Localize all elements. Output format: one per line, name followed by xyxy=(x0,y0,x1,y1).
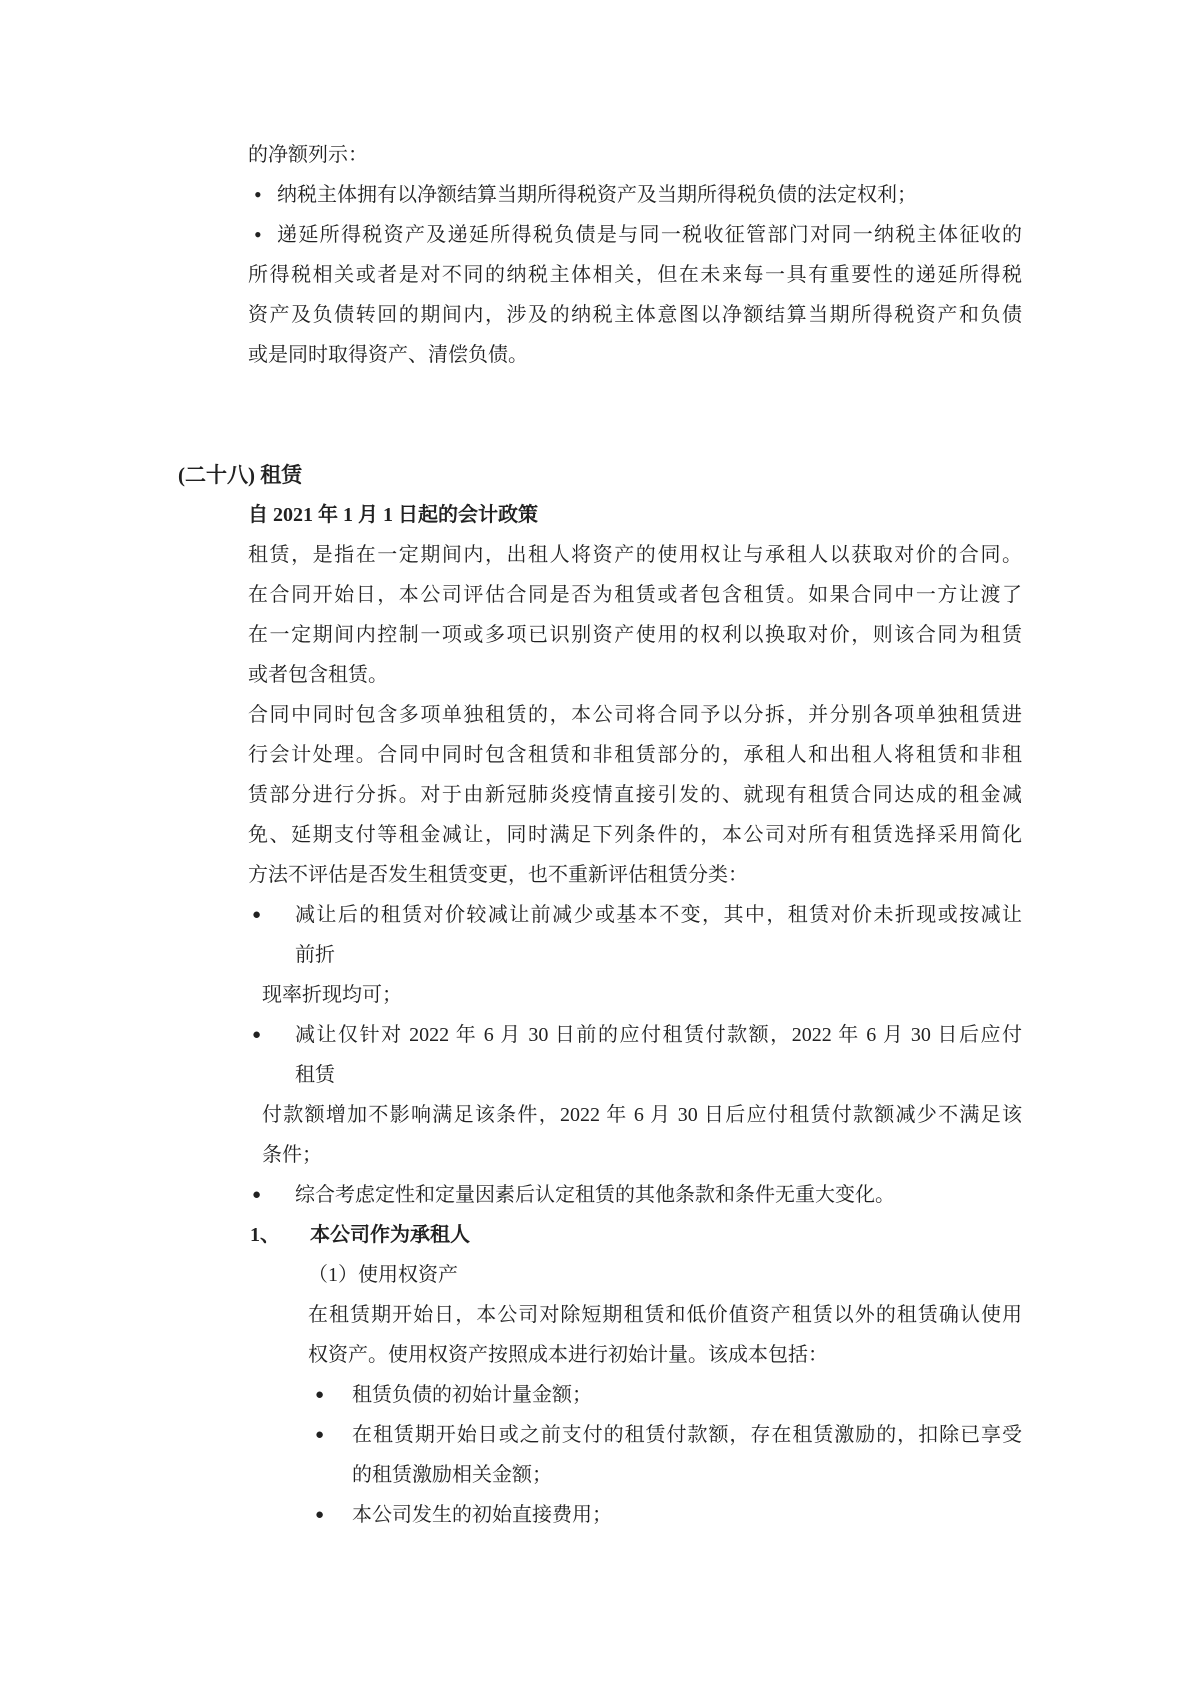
line-text: 行会计处理。合同中同时包含租赁和非租赁部分的，承租人和出租人将租赁和非租 xyxy=(248,744,1022,766)
document-line xyxy=(0,175,1200,215)
line-text: (二十八) 租赁 xyxy=(178,463,303,487)
document-line xyxy=(0,1415,1200,1455)
document-line xyxy=(0,255,1200,295)
document-line xyxy=(0,655,1200,695)
line-text: 现率折现均可； xyxy=(262,984,402,1006)
line-text: 赁部分进行分拆。对于由新冠肺炎疫情直接引发的、就现有租赁合同达成的租金减 xyxy=(248,784,1022,806)
line-text: 递延所得税资产及递延所得税负债是与同一税收征管部门对同一纳税主体征收的 xyxy=(277,224,1022,246)
document-line xyxy=(0,855,1200,895)
document-line xyxy=(0,1295,1200,1335)
document-line xyxy=(0,975,1200,1015)
document-line xyxy=(0,1495,1200,1535)
document-line xyxy=(0,1135,1200,1175)
list-number: 1、 xyxy=(250,1224,280,1246)
line-text: 合同中同时包含多项单独租赁的，本公司将合同予以分拆，并分别各项单独租赁进 xyxy=(248,704,1022,726)
line-text: 租赁，是指在一定期间内，出租人将资产的使用权让与承租人以获取对价的合同。 xyxy=(248,544,1022,566)
line-text: 综合考虑定性和定量因素后认定租赁的其他条款和条件无重大变化。 xyxy=(295,1184,895,1206)
bullet-icon: ● xyxy=(315,1427,325,1443)
document-line xyxy=(0,735,1200,775)
bullet-icon: • xyxy=(254,222,262,247)
document-line xyxy=(0,695,1200,735)
line-text: 减让后的租赁对价较减让前减少或基本不变，其中，租赁对价未折现或按减让 xyxy=(295,904,1022,926)
line-text: 的租赁激励相关金额； xyxy=(352,1464,552,1486)
line-text: 免、延期支付等租金减让，同时满足下列条件的，本公司对所有租赁选择采用简化 xyxy=(248,824,1022,846)
document-line xyxy=(0,1335,1200,1375)
document-line xyxy=(0,295,1200,335)
line-text: 或是同时取得资产、清偿负债。 xyxy=(248,344,528,366)
line-text: 资产及负债转回的期间内，涉及的纳税主体意图以净额结算当期所得税资产和负债 xyxy=(248,304,1022,326)
line-text: 在合同开始日，本公司评估合同是否为租赁或者包含租赁。如果合同中一方让渡了 xyxy=(248,584,1022,606)
bullet-icon: ● xyxy=(315,1507,325,1523)
line-text: （1）使用权资产 xyxy=(308,1264,458,1286)
line-text: 的净额列示： xyxy=(248,144,368,166)
line-text: 租赁负债的初始计量金额； xyxy=(352,1384,592,1406)
document-line xyxy=(0,1455,1200,1495)
document-line xyxy=(0,1015,1200,1055)
document-line xyxy=(0,535,1200,575)
document-line xyxy=(0,1055,1200,1095)
bullet-icon: ● xyxy=(252,1027,262,1043)
line-text: 前折 xyxy=(295,944,335,966)
line-text: 方法不评估是否发生租赁变更，也不重新评估租赁分类： xyxy=(248,864,748,886)
line-text: 在一定期间内控制一项或多项已识别资产使用的权利以换取对价，则该合同为租赁 xyxy=(248,624,1022,646)
document-line xyxy=(0,815,1200,855)
document-line xyxy=(0,575,1200,615)
document-line xyxy=(0,1255,1200,1295)
line-text: 租赁 xyxy=(295,1064,335,1086)
document-line xyxy=(0,1175,1200,1215)
line-text: 减让仅针对 2022 年 6 月 30 日前的应付租赁付款额，2022 年 6 月 30 日后应付 xyxy=(295,1024,1022,1046)
blank-line xyxy=(0,375,1200,415)
bullet-icon: • xyxy=(254,182,262,207)
bullet-icon: ● xyxy=(315,1387,325,1403)
document-line xyxy=(0,335,1200,375)
document-line xyxy=(0,615,1200,655)
line-text: 本公司发生的初始直接费用； xyxy=(352,1504,612,1526)
document-line xyxy=(0,1375,1200,1415)
document-line xyxy=(0,895,1200,935)
line-text: 所得税相关或者是对不同的纳税主体相关，但在未来每一具有重要性的递延所得税 xyxy=(248,264,1022,286)
line-text: 条件； xyxy=(262,1144,322,1166)
line-text: 在租赁期开始日，本公司对除短期租赁和低价值资产租赁以外的租赁确认使用 xyxy=(308,1304,1022,1326)
document-line xyxy=(0,935,1200,975)
line-text: 纳税主体拥有以净额结算当期所得税资产及当期所得税负债的法定权利； xyxy=(277,184,917,206)
document-line xyxy=(0,135,1200,175)
document-line xyxy=(0,775,1200,815)
document-line xyxy=(0,1215,1200,1255)
line-text: 在租赁期开始日或之前支付的租赁付款额，存在租赁激励的，扣除已享受 xyxy=(352,1424,1022,1446)
document-line xyxy=(0,215,1200,255)
line-text: 或者包含租赁。 xyxy=(248,664,388,686)
blank-line xyxy=(0,415,1200,455)
line-text: 本公司作为承租人 xyxy=(310,1224,470,1246)
document-line xyxy=(0,495,1200,535)
line-text: 权资产。使用权资产按照成本进行初始计量。该成本包括： xyxy=(308,1344,828,1366)
bullet-icon: ● xyxy=(252,907,262,923)
document-line xyxy=(0,1095,1200,1135)
line-text: 付款额增加不影响满足该条件，2022 年 6 月 30 日后应付租赁付款额减少不满足该 xyxy=(262,1104,1022,1126)
document-line xyxy=(0,455,1200,495)
line-text: 自 2021 年 1 月 1 日起的会计政策 xyxy=(248,504,538,526)
bullet-icon: ● xyxy=(252,1187,262,1203)
